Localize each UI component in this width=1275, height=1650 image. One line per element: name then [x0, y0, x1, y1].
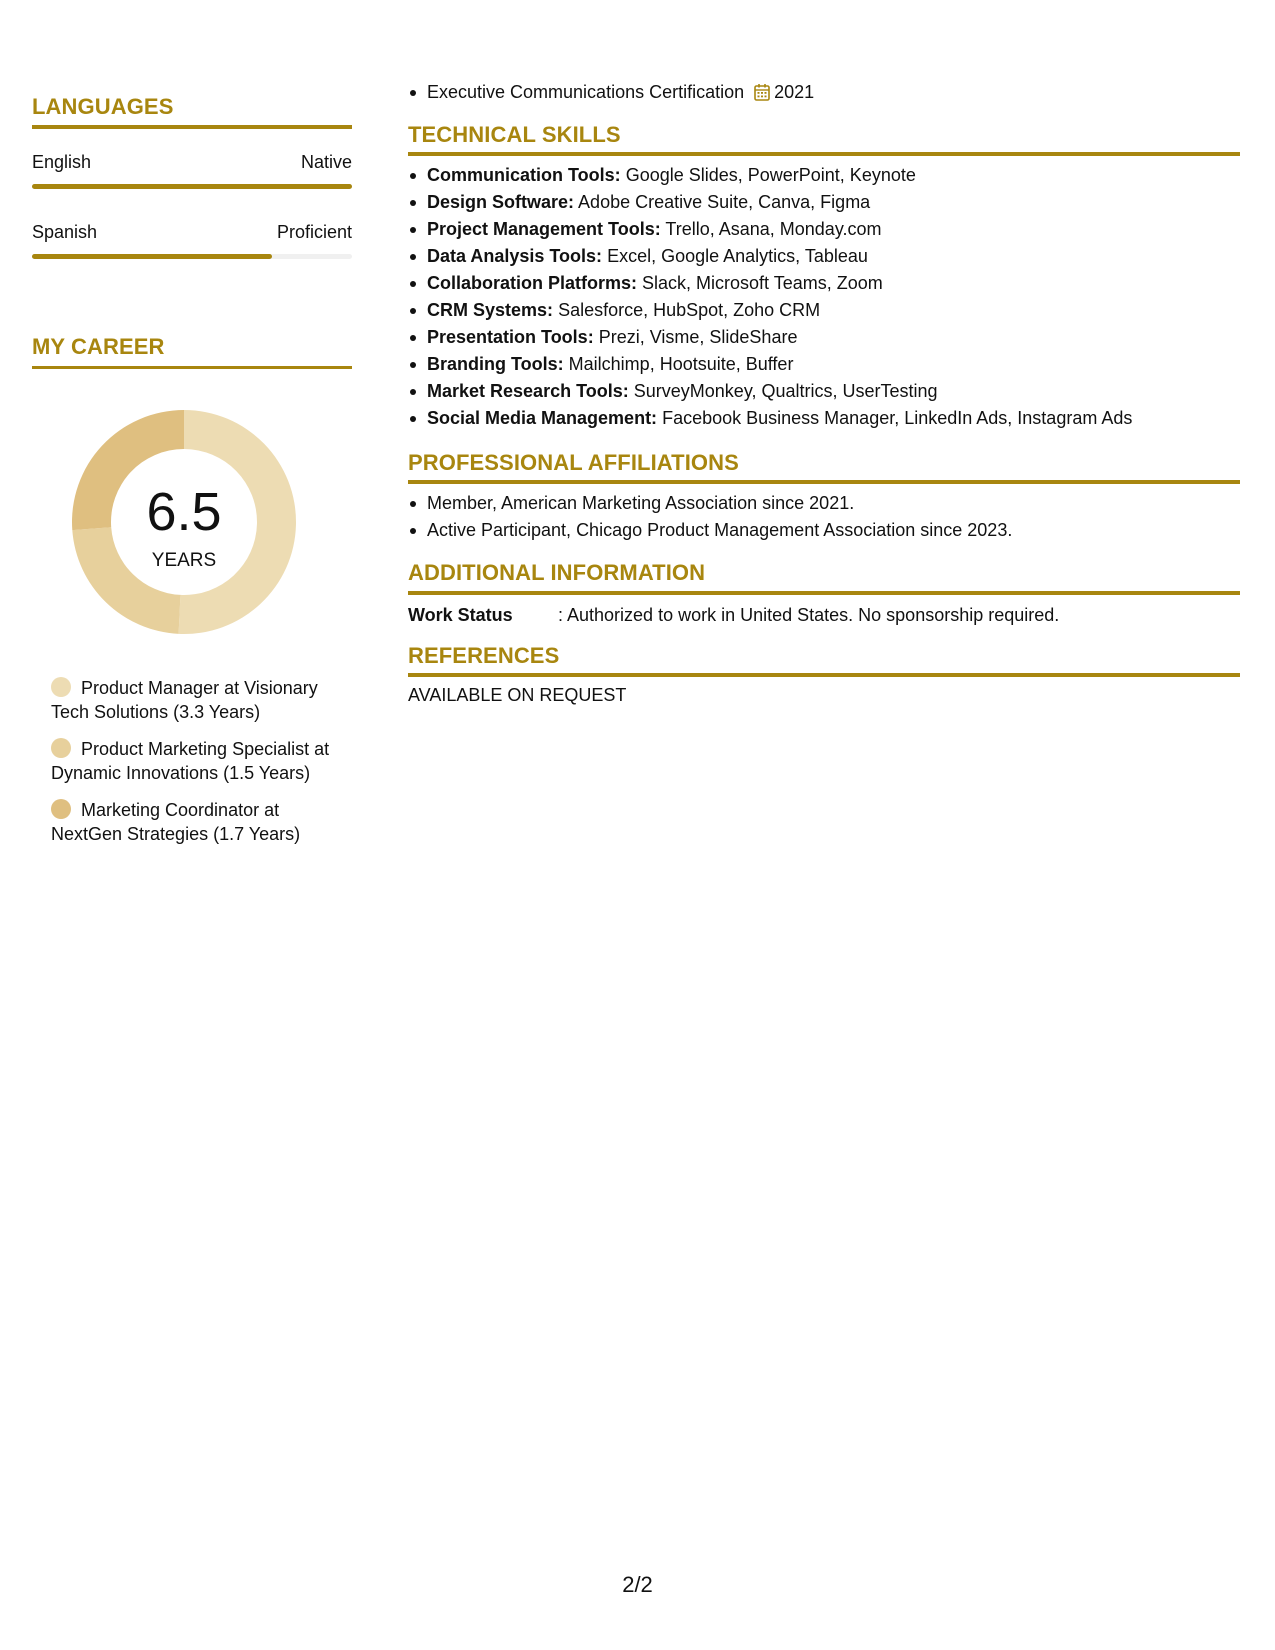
work-status-label: Work Status — [408, 605, 513, 625]
skill-label: Data Analysis Tools: — [427, 246, 603, 266]
skill-label: Branding Tools: — [427, 354, 564, 374]
skill-item — [408, 405, 1132, 432]
skill-label: Social Media Management: — [427, 408, 658, 428]
legend-dot-icon — [51, 799, 71, 819]
additional-info-divider — [408, 591, 1240, 595]
languages-divider — [32, 125, 352, 129]
certification-year: 2021 — [774, 82, 815, 102]
career-legend — [51, 676, 341, 859]
skill-label: Presentation Tools: — [427, 327, 594, 347]
skill-value: Facebook Business Manager, LinkedIn Ads, Instagram Ads — [662, 408, 1133, 428]
skill-value: Slack, Microsoft Teams, Zoom — [642, 273, 883, 293]
career-legend-item — [51, 737, 341, 785]
skill-value: Google Slides, PowerPoint, Keynote — [625, 165, 916, 185]
legend-dot-icon — [51, 677, 71, 697]
skill-label: CRM Systems: — [427, 300, 554, 320]
affiliation-item: Member, American Marketing Association since 2021. — [408, 490, 1012, 517]
skill-value: Mailchimp, Hootsuite, Buffer — [568, 354, 794, 374]
skill-item — [408, 189, 1132, 216]
career-heading: MY CAREER — [32, 334, 165, 359]
career-item-text: Product Manager at Visionary Tech Solutions (3.3 Years) — [51, 678, 318, 722]
skill-value: Trello, Asana, Monday.com — [665, 219, 882, 239]
skill-label: Market Research Tools: — [427, 381, 629, 401]
languages-heading: LANGUAGES — [32, 94, 174, 119]
career-item-text: Product Marketing Specialist at Dynamic Innovations (1.5 Years) — [51, 739, 330, 783]
skill-value: SurveyMonkey, Qualtrics, UserTesting — [633, 381, 938, 401]
skill-item — [408, 297, 1132, 324]
skill-item — [408, 243, 1132, 270]
career-total-years: 6.5 — [146, 482, 222, 542]
page-number: 2/2 — [622, 1572, 653, 1597]
language-name: Spanish — [32, 222, 98, 242]
work-status-value: : Authorized to work in United States. No sponsorship required. — [558, 605, 1060, 625]
skill-item — [408, 162, 1132, 189]
skill-item — [408, 216, 1132, 243]
calendar-icon — [754, 83, 770, 101]
skill-label: Collaboration Platforms: — [427, 273, 638, 293]
additional-info-heading: ADDITIONAL INFORMATION — [408, 560, 706, 585]
career-total-unit: YEARS — [151, 550, 217, 571]
technical-skills-heading: TECHNICAL SKILLS — [408, 122, 621, 147]
skill-value: Adobe Creative Suite, Canva, Figma — [578, 192, 871, 212]
legend-dot-icon — [51, 738, 71, 758]
career-legend-item — [51, 676, 341, 724]
skill-value: Prezi, Visme, SlideShare — [598, 327, 798, 347]
skill-value: Excel, Google Analytics, Tableau — [607, 246, 868, 266]
skill-label: Communication Tools: — [427, 165, 621, 185]
references-heading: REFERENCES — [408, 643, 560, 668]
technical-skills-divider — [408, 152, 1240, 156]
affiliations-divider — [408, 480, 1240, 484]
language-proficiency-fill — [32, 254, 272, 259]
skill-value: Salesforce, HubSpot, Zoho CRM — [558, 300, 821, 320]
language-level: Native — [300, 152, 352, 172]
affiliation-item: Active Participant, Chicago Product Management Association since 2023. — [408, 517, 1012, 544]
language-level: Proficient — [276, 222, 352, 242]
language-proficiency-track — [32, 254, 352, 259]
language-name: English — [32, 152, 92, 172]
skill-item — [408, 270, 1132, 297]
career-donut-center — [64, 402, 304, 642]
affiliations-heading: PROFESSIONAL AFFILIATIONS — [408, 450, 739, 475]
language-proficiency-track — [32, 184, 352, 189]
technical-skills-list — [408, 162, 1132, 432]
skill-item — [408, 351, 1132, 378]
certification-item — [408, 79, 814, 106]
references-divider — [408, 673, 1240, 677]
language-proficiency-fill — [32, 184, 352, 189]
affiliations-list — [408, 490, 1012, 544]
references-text: AVAILABLE ON REQUEST — [408, 685, 627, 705]
career-item-text: Marketing Coordinator at NextGen Strategies (1.7 Years) — [51, 800, 301, 844]
career-divider — [32, 366, 352, 369]
certification-name: Executive Communications Certification — [427, 82, 745, 102]
skill-item — [408, 324, 1132, 351]
skill-label: Project Management Tools: — [427, 219, 661, 239]
career-legend-item — [51, 798, 341, 846]
skill-item — [408, 378, 1132, 405]
skill-label: Design Software: — [427, 192, 575, 212]
certification-list — [408, 79, 814, 106]
